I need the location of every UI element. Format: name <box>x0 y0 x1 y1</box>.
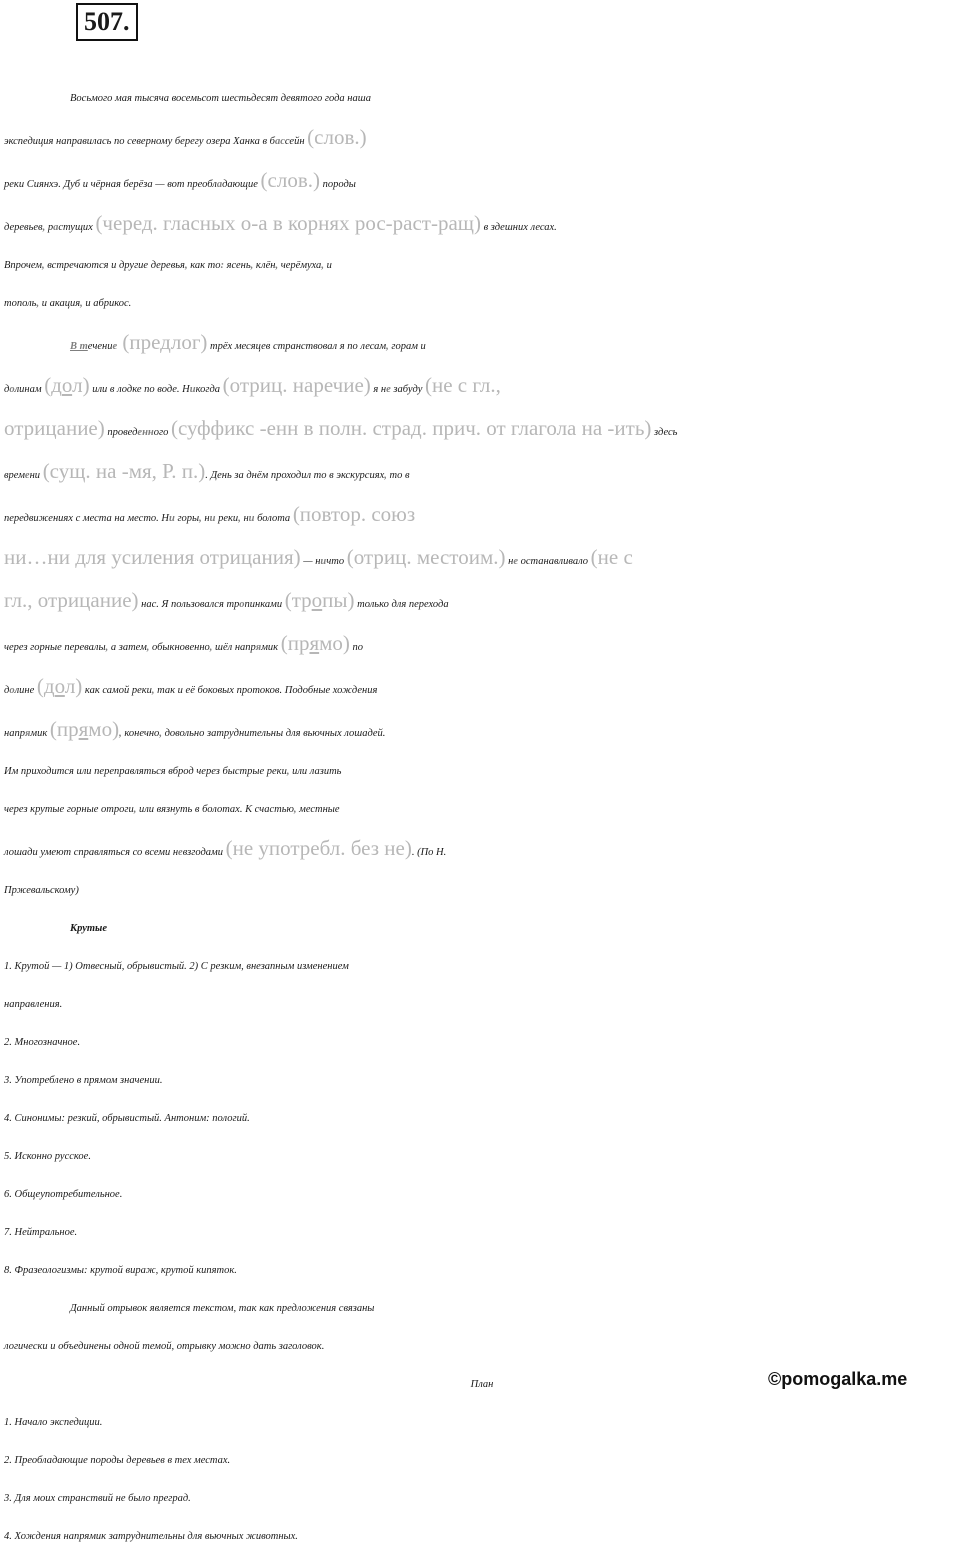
text-line: Им приходится или переправляться вброд через быстрые реки, или лазить <box>4 766 342 777</box>
plan-title: План <box>470 1379 494 1390</box>
text-line: напрямик (прямо), конечно, довольно затруднительны для вьючных лошадей. <box>4 717 386 741</box>
plan-item: 3. Для моих странствий не было преград. <box>4 1493 191 1504</box>
text-line: ни…ни для усиления отрицания) — ничто (отриц. местоим.) не останавливало (не с <box>4 545 633 569</box>
analysis-item: 3. Употреблено в прямом значении. <box>4 1075 163 1086</box>
text-line: В течение (предлог) трёх месяцев странствовал я по лесам, горам и <box>70 330 426 354</box>
text-line: экспедиция направилась по северному берегу озера Ханка в бассейн (слов.) <box>4 125 367 149</box>
text-line: лошади умеют справляться со всеми невзгодами (не употребл. без не). (По Н. <box>4 836 447 860</box>
conclusion-line: логически и объединены одной темой, отрывку можно дать заголовок. <box>4 1341 325 1352</box>
text-line: тополь, и акация, и абрикос. <box>4 298 132 309</box>
text-line: деревьев, растущих (черед. гласных о-а в корнях рос-раст-ращ) в здешних лесах. <box>4 211 557 235</box>
text-line: передвижениях с места на место. Ни горы, ни реки, ни болота (повтор. союз <box>4 502 416 526</box>
watermark: ©pomogalka.me <box>768 1369 908 1389</box>
text-line: времени (сущ. на -мя, Р. п.). День за днём проходил то в экскурсиях, то в <box>4 459 410 483</box>
analysis-word: Крутые <box>70 923 108 934</box>
text-line: отрицание) проведенного (суффикс -енн в полн. страд. прич. от глагола на -ить) здесь <box>4 416 678 440</box>
exercise-text <box>4 80 960 1556</box>
text-line: долинам (дол) или в лодке по воде. Никогда (отриц. наречие) я не забуду (не с гл., <box>4 373 501 397</box>
analysis-item: 1. Крутой — 1) Отвесный, обрывистый. 2) С резким, внезапным изменением <box>4 961 349 972</box>
analysis-item: направления. <box>4 999 63 1010</box>
analysis-item: 7. Нейтральное. <box>4 1227 78 1238</box>
text-line: через горные перевалы, а затем, обыкновенно, шёл напрямик (прямо) по <box>4 631 364 655</box>
analysis-item: 4. Синонимы: резкий, обрывистый. Антоним: пологий. <box>4 1113 250 1124</box>
text-line: долине (дол) как самой реки, так и её боковых протоков. Подобные хождения <box>4 674 378 698</box>
conclusion-line: Данный отрывок является текстом, так как предложения связаны <box>70 1303 375 1314</box>
text-line: реки Сиянхэ. Дуб и чёрная берёза — вот преобладающие (слов.) породы <box>4 168 356 192</box>
exercise-number: 507. <box>76 3 138 41</box>
plan-item: 4. Хождения напрямик затруднительны для вьючных животных. <box>4 1531 298 1542</box>
plan-item: 2. Преобладающие породы деревьев в тех местах. <box>4 1455 231 1466</box>
plan-item: 1. Начало экспедиции. <box>4 1417 103 1428</box>
text-line: Пржевальскому) <box>4 885 79 896</box>
text-line: Впрочем, встречаются и другие деревья, как то: ясень, клён, черёмуха, и <box>4 260 332 271</box>
text-line: Восьмого мая тысяча восемьсот шестьдесят девятого года наша <box>70 93 371 104</box>
analysis-item: 8. Фразеологизмы: крутой вираж, крутой кипяток. <box>4 1265 237 1276</box>
analysis-item: 6. Общеупотребительное. <box>4 1189 123 1200</box>
text-line: через крутые горные отроги, или вязнуть в болотах. К счастью, местные <box>4 804 340 815</box>
text-line: гл., отрицание) нас. Я пользовался тропинками (тропы) только для перехода <box>4 588 449 612</box>
analysis-item: 5. Исконно русское. <box>4 1151 91 1162</box>
analysis-item: 2. Многозначное. <box>4 1037 81 1048</box>
